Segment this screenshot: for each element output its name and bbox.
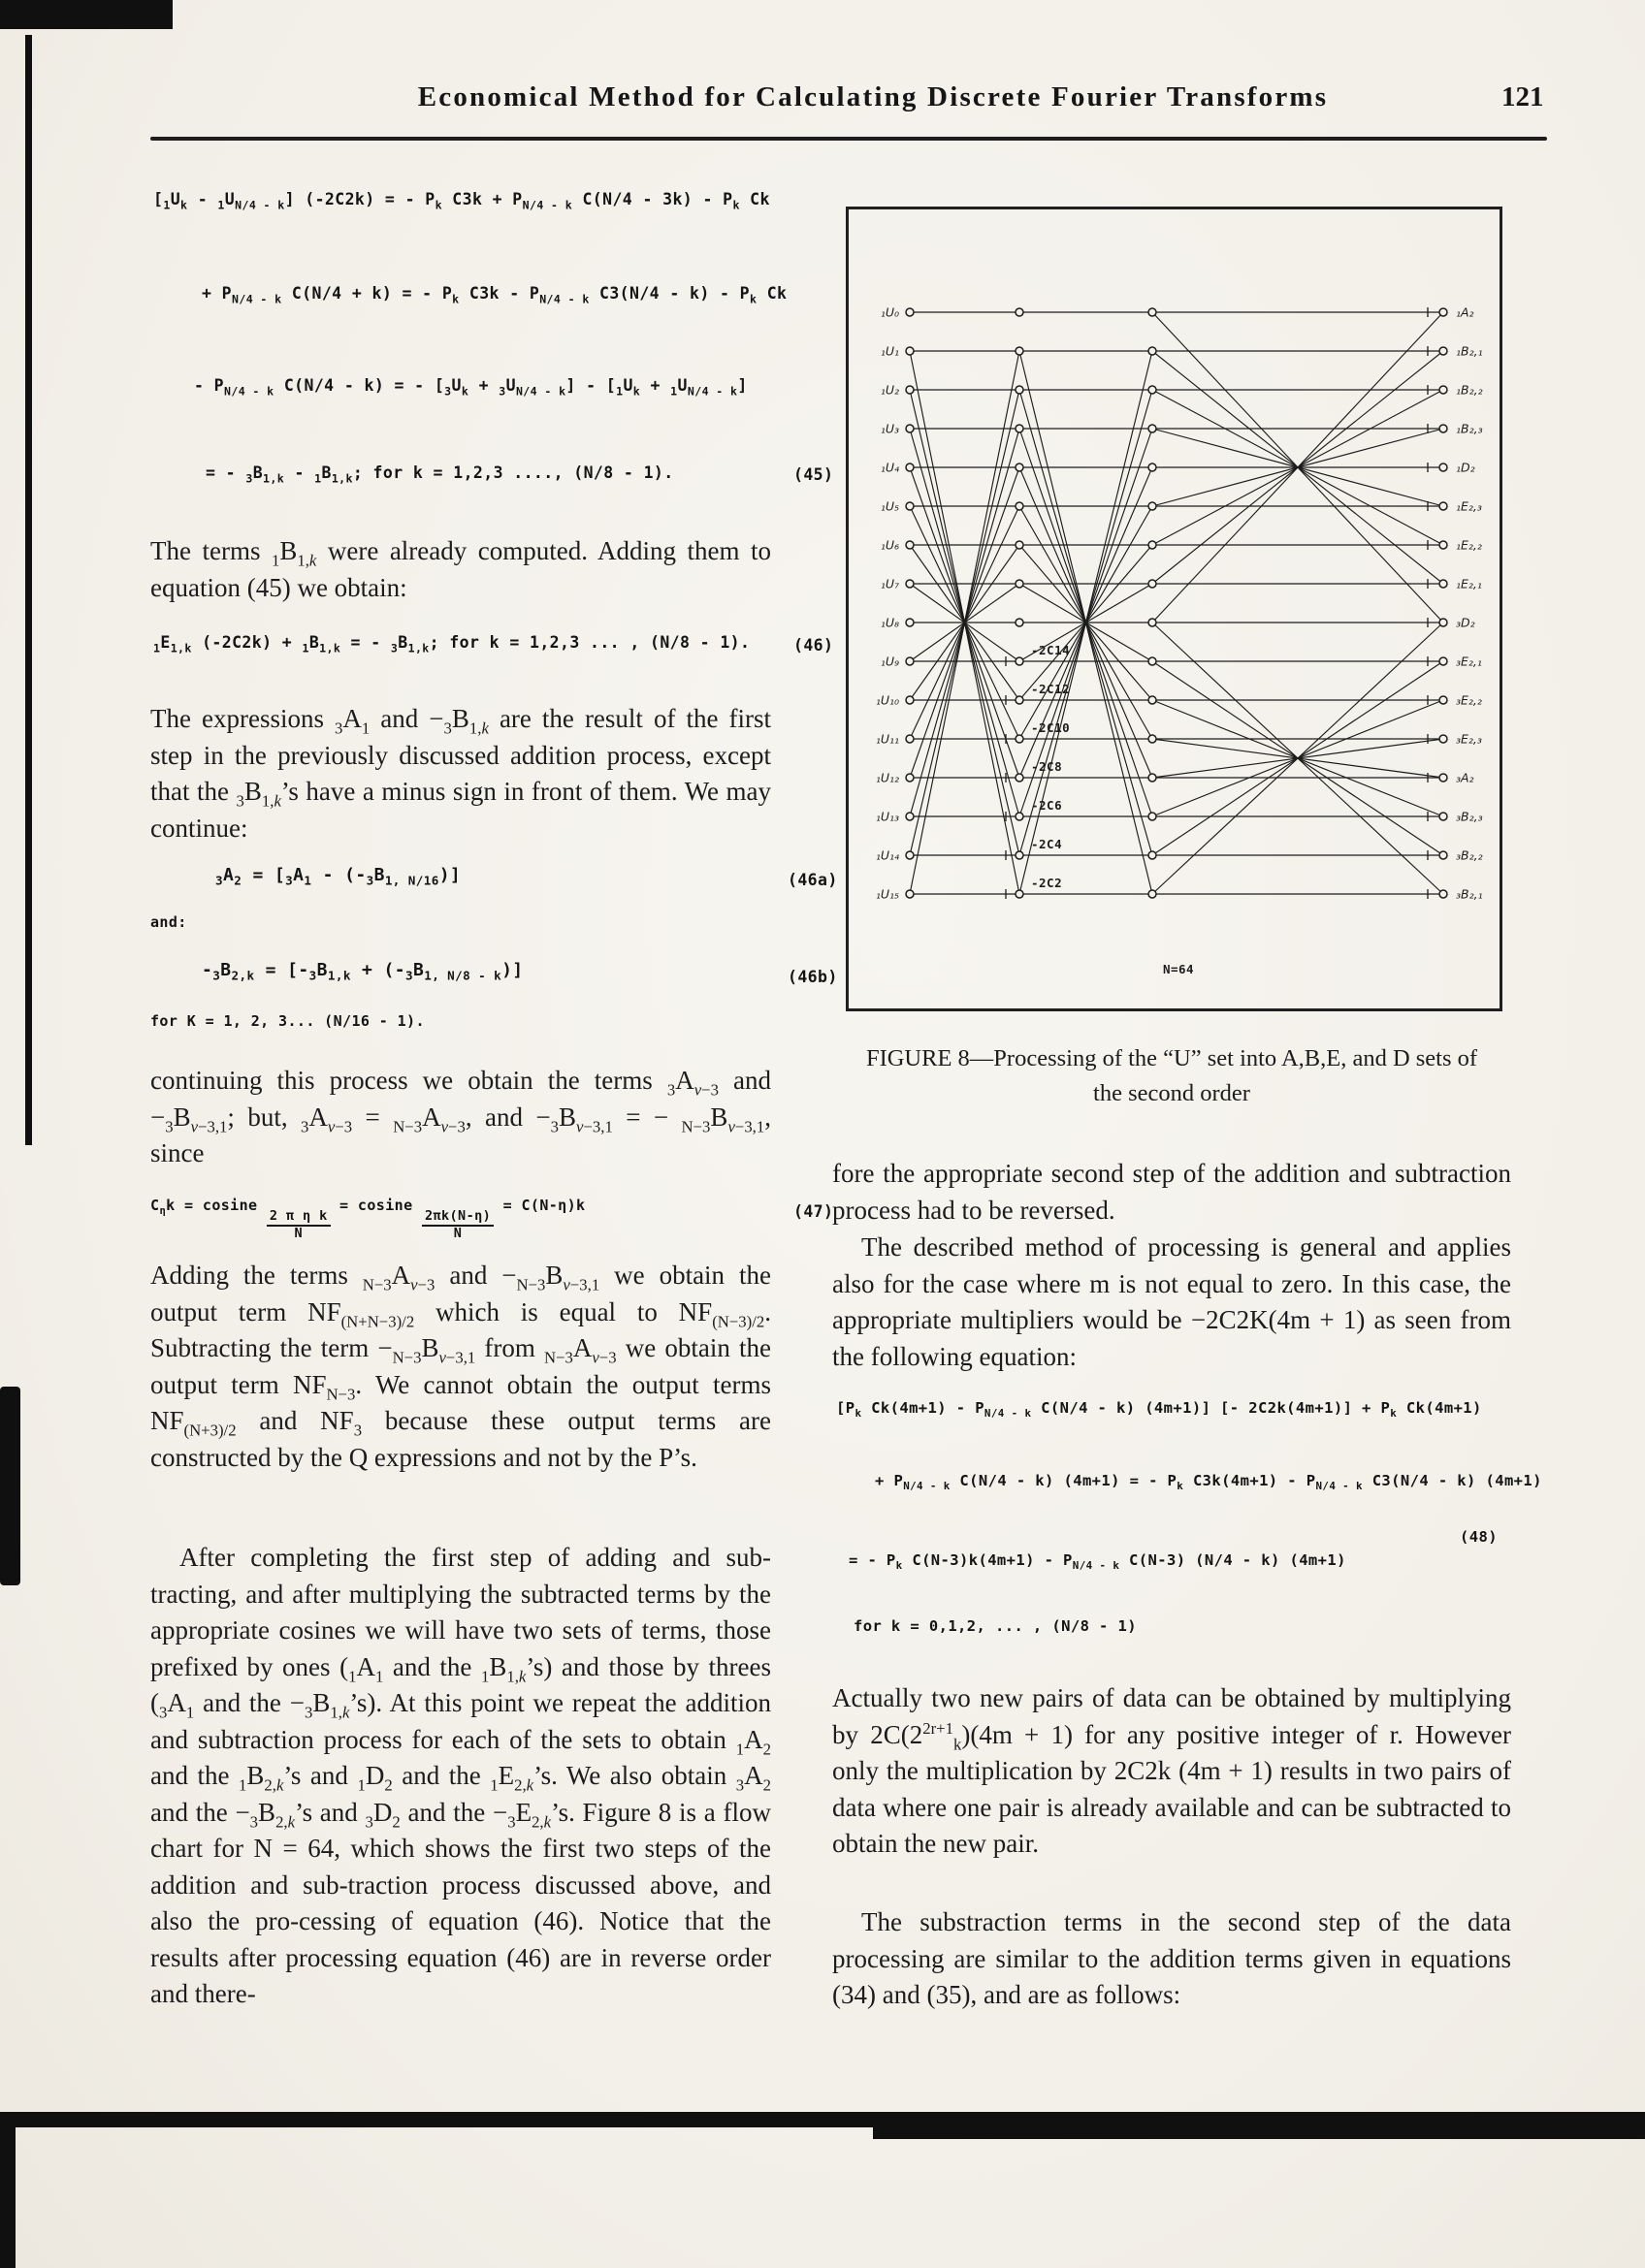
multiplier-label: -2C12 [1031,682,1071,696]
multiplier-label: -2C6 [1031,798,1063,813]
output-node-label: ₁B₂,₂ [1456,382,1483,398]
input-node-label: ₁U₁₅ [875,886,899,902]
input-node-label: ₁U₁₃ [875,809,899,824]
input-node-label: ₁U₁ [880,343,899,359]
eq45-line4: = - $_3B_{1,k} - _1B_{1,k}$; for k = 1,2,3 ...., (N/8 - 1). [206,463,674,486]
output-node-label: ₁E₂,₂ [1456,537,1482,553]
paragraph-r4: The substraction terms in the second step of the data processing are similar to the addition terms given in equations (34) and (35), and are as follows: [832,1907,1511,2009]
paragraph-p4: Adding the terms $_{N-3}A_{v-3}$ and $-_{N-3}B_{v-3,1}$ we obtain the output term $NF_{(N+N-3)/2}$ which is equal to $NF_{(N-3)/2}$. Subtracting the term $-_{N-3}B_{v-3,1}$ from $_{N-3}A_{v-3}$ we obtain the output term $NF_{N-3}$. We cannot obtain the output terms $NF_{(N+3)/2}$ and $NF_3$ because these output terms are constructed by the Q expressions and not by the P’s. [150,1261,772,1472]
multiplier-label: -2C10 [1031,720,1071,735]
paragraph-r3: Actually two new pairs of data can be obtained by multiplying by $2C(2^{2r+1}_k)(4m + 1)$ for any positive integer of r. However only the multiplication by 2C2k (4m + 1) results in two pairs of data where one pair is already available and can be subtracted to obtain the new pair. [832,1683,1512,1858]
input-node-label: ₁U₂ [880,382,899,398]
flow-graph [849,209,1500,1008]
input-node-label: ₁U₉ [880,654,899,669]
output-node-label: ₁E₂,₁ [1456,576,1482,591]
input-node-label: ₁U₀ [880,304,899,320]
output-node-label: ₃D₂ [1456,615,1475,630]
output-node-label: ₁A₂ [1456,304,1474,320]
page-number: 121 [1501,81,1544,112]
eq46b-number: (46b) [788,968,838,986]
scan-artifact-bottom-left-edge [0,2112,16,2268]
eq48-number: (48) [1460,1528,1498,1546]
input-node-label: ₁U₅ [880,498,899,514]
input-node-label: ₁U₆ [880,537,899,553]
eq48-line2: + $P_{N/4 - k}$ C(N/4 - k) (4m+1) = - $P_k$ $C3k(4m+1) - P_{N/4 - k}$ C3(N/4 - k) (4m+1) [875,1472,1542,1493]
output-node-label: ₁D₂ [1456,460,1475,475]
output-node-label: ₃B₂,₂ [1456,847,1483,863]
output-node-label: ₁E₂,₃ [1456,498,1482,514]
scan-artifact-left-blob [0,1387,20,1585]
output-node-label: ₃E₂,₁ [1456,654,1482,669]
scan-artifact-left-film-line [25,35,32,1145]
multiplier-label: -2C14 [1031,643,1071,657]
eq46-body: $_1E_{1,k}$ $(-2C2k) + _1B_{1,k}$ = - $_3B_{1,k}$; for k = 1,2,3 ... , (N/8 - 1). [153,633,751,655]
input-node-label: ₁U₄ [880,460,899,475]
output-node-label: ₃B₂,₁ [1456,886,1483,902]
eq48-range: for k = 0,1,2, ... , (N/8 - 1) [854,1617,1137,1635]
eq46b-range: for K = 1, 2, 3... (N/16 - 1). [150,1012,425,1030]
multiplier-label: -2C8 [1031,759,1063,774]
eq47-body: $C_\eta k = cosine$ $\frac{\text{2 π η k}}{N}$ = cosine $\frac{2\pi k(N-\eta)}{N}$ = C(N-η)k [150,1197,586,1241]
n-equals-64-label: N=64 [1162,962,1195,976]
figure8-caption-line1: FIGURE 8—Processing of the “U” set into A,B,E, and D sets of [865,1045,1478,1071]
output-node-label: ₁B₂,₃ [1456,421,1483,436]
multiplier-label: -2C4 [1031,837,1063,851]
input-node-label: ₁U₈ [880,615,899,630]
input-node-label: ₁U₃ [880,421,899,436]
input-node-label: ₁U₁₄ [875,847,899,863]
paragraph-p3: continuing this process we obtain the terms $_3A_{v-3}$ and $-_3B_{v-3,1}$; but, $_3A_{v-3} = _{N-3}A_{v-3}$, and $-_3B_{v-3,1}$ = − $_{N-3}B_{v-3,1}$, since [150,1066,771,1167]
header-rule [150,137,1547,141]
output-node-label: ₃B₂,₃ [1456,809,1483,824]
paragraph-p5: After completing the first step of adding and sub-tracting, and after multiplying the subtracted terms by the appropriate cosines we will have two sets of terms, those prefixed by ones ($_1A_1$ and the $_1B_{1,k}’s$) and those by threes ($_3A_1$ and the $-_3B_{1,k}’s$). At this point we repeat the addition and subtraction process for each of the sets to obtain $_1A_2$ and the $_1B_{2,k}’s$ and $_1D_2$ and the $_1E_{2,k}’s$. We also obtain $_3A_2$ and the $-_3B_{2,k}’s$ and $_3D_2$ and the $-_3E_{2,k}’s$. Figure 8 is a flow chart for N = 64, which shows the first two steps of the addition and sub-traction process discussed above, and also the pro-cessing of equation (46). Notice that the results after processing equation (46) are in reverse order and there- [150,1543,771,2008]
eq46a-number: (46a) [788,871,838,889]
eq46a-body: $_3A_2 = [_3A_1 - (-_3B_{1, N/16})]$ [215,865,462,888]
paragraph-r1: fore the appropriate second step of the addition and subtraction process had to be reversed. [832,1159,1511,1225]
figure8-frame [846,207,1502,1011]
output-node-label: ₃A₂ [1456,770,1474,785]
paragraph-p2: The expressions $_3A_1$ and $-_3B_{1,k}$ are the result of the first step in the previously discussed addition process, except that the $_3B_{1,k}’s$ have a minus sign in front of them. We may continue: [150,704,771,843]
input-node-label: ₁U₇ [880,576,899,591]
eq48-line3: = - $P_k$ $C(N-3)k(4m+1) - P_{N/4 - k}$ C(N-3) (N/4 - k) (4m+1) [849,1551,1346,1573]
eq45-line1: $[_1U_k - _1U_{N/4 - k}] (-2C2k)$ = - $P_k$ $C3k + P_{N/4 - k}$ $C(N/4 - 3k) - P_k$ Ck [153,190,770,212]
eq45-number: (45) [793,465,834,484]
output-node-label: ₃E₂,₃ [1456,731,1482,747]
paragraph-r2: The described method of processing is general and applies also for the case where m is not equal to zero. In this case, the appropriate multipliers would be −2C2K(4m + 1) as seen from the following equation: [832,1232,1511,1371]
paragraph-p1: The terms $_1B_{1,k}$ were already computed. Adding them to equation (45) we obtain: [150,536,771,602]
scan-artifact-bottom-right-bar [873,2112,1645,2139]
eq47-number: (47) [793,1202,834,1221]
scan-artifact-top-left-bar [0,0,173,29]
input-node-label: ₁U₁₁ [875,731,899,747]
figure8-caption-line2: the second order [1093,1080,1250,1106]
eq45-line2: + $P_{N/4 - k}$ C(N/4 + k) = - $P_k$ $C3k - P_{N/4 - k}$ $C3(N/4 - k) - P_k$ Ck [202,284,788,306]
multiplier-label: -2C2 [1031,876,1063,890]
figure8-caption [832,1041,1511,1111]
eq46-number: (46) [793,636,834,655]
eq45-line3: - $P_{N/4 - k}$ C(N/4 - k) = - $[_3U_k + _3U_{N/4 - k}] - [_1U_k + _1U_{N/4 - k}]$ [194,376,748,399]
eq48-line1: [$P_k$ $Ck(4m+1) - P_{N/4 - k}$ C(N/4 - k) (4m+1)] [- $2C2k(4m+1)] + P_k$ Ck(4m+1) [836,1399,1482,1421]
input-node-label: ₁U₁₀ [875,692,899,708]
output-node-label: ₁B₂,₁ [1456,343,1483,359]
input-node-label: ₁U₁₂ [875,770,899,785]
eq46b-body: $-_3B_{2,k} = [-_3B_{1,k} + (-_3B_{1, N/8 - k})]$ [202,960,524,983]
and-label: and: [150,913,187,931]
page-title: Economical Method for Calculating Discrete Fourier Transforms [417,81,1329,112]
output-node-label: ₃E₂,₂ [1456,692,1482,708]
